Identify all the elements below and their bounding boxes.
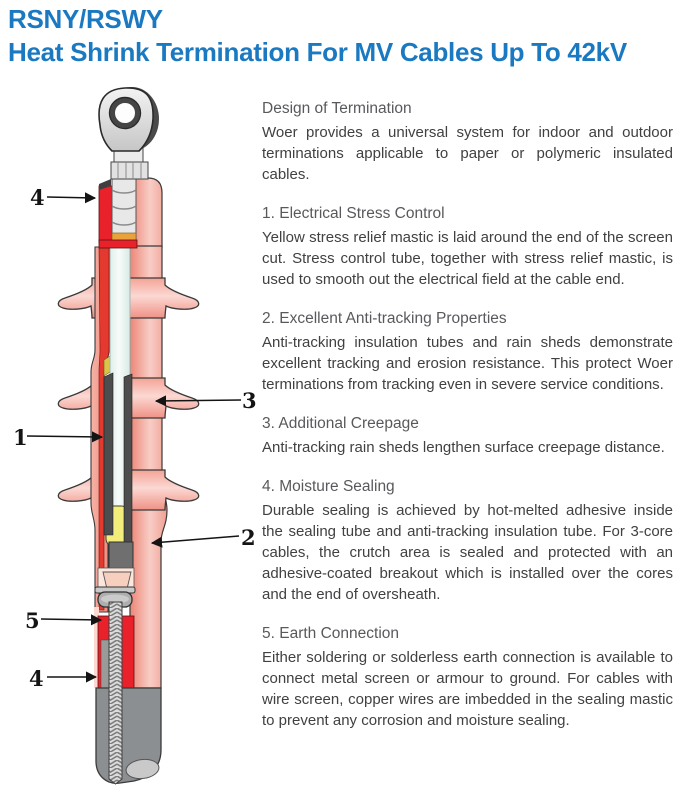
page-title (8, 3, 680, 69)
label-4-bottom: 4 (29, 666, 44, 691)
section-heading: Design of Termination (262, 100, 412, 117)
section-heading: 1. Electrical Stress Control (262, 205, 445, 222)
section-body: Anti-tracking insulation tubes and rain sheds demonstrate excellent tracking and erosion resistance. This protect Woer terminations from tracking even in severe service conditions. (262, 334, 673, 393)
cable-oversheath (96, 688, 161, 783)
section-body: Anti-tracking rain sheds lengthen surface creepage distance. (262, 439, 665, 456)
page-title-product: Heat Shrink Termination For MV Cables Up To 42kV (8, 37, 627, 67)
section-heading: 4. Moisture Sealing (262, 478, 395, 495)
label-3: 3 (242, 388, 257, 413)
section-heading: 3. Additional Creepage (262, 415, 419, 432)
termination-diagram (0, 85, 260, 789)
section-stress-control (262, 205, 673, 290)
cable-lug (99, 87, 159, 151)
earth-braid (109, 602, 122, 784)
description-column (262, 100, 673, 751)
section-body: Either soldering or solderless earth connection is available to connect metal screen or armour to ground. For cables with wire screen, copper wires are imbedded in the sealing mastic to prevent any corrosion and moisture sealing. (262, 649, 673, 729)
leader-5 (41, 619, 101, 620)
section-creepage (262, 415, 673, 458)
section-earth-connection (262, 625, 673, 731)
label-1: 1 (13, 425, 28, 450)
leader-3 (156, 400, 241, 401)
screen-strip-left (104, 373, 113, 535)
label-4-top: 4 (30, 185, 45, 210)
section-design (262, 100, 673, 185)
screen-strip-right (124, 374, 132, 556)
label-2: 2 (241, 525, 256, 550)
section-body: Durable sealing is achieved by hot-melted adhesive inside the sealing tube and anti-tracking insulation tube. For 3-core cables, the crutch area is sealed and protected with an adhesive-coated breakout which is installed over the cores and the end of oversheath. (262, 502, 673, 603)
section-moisture-sealing (262, 478, 673, 605)
crimped-connector (112, 176, 136, 240)
top-sealing-mastic (99, 186, 112, 243)
leader-2 (152, 536, 239, 543)
section-heading: 2. Excellent Anti-tracking Properties (262, 310, 507, 327)
anti-tracking-tube (130, 178, 167, 688)
lug-crimp-barrel (111, 162, 148, 179)
leader-4-top (47, 197, 95, 198)
leader-1 (27, 436, 102, 437)
section-body: Yellow stress relief mastic is laid around the end of the screen cut. Stress control tube, together with stress relief mastic, is used to smooth out the electrical field at the cable end. (262, 229, 673, 288)
section-heading: 5. Earth Connection (262, 625, 400, 642)
page-title-model: RSNY/RSWY (8, 4, 163, 34)
section-body: Woer provides a universal system for indoor and outdoor terminations applicable to paper or polymeric insulated cables. (262, 124, 673, 183)
label-5: 5 (25, 608, 40, 633)
section-anti-tracking (262, 310, 673, 395)
